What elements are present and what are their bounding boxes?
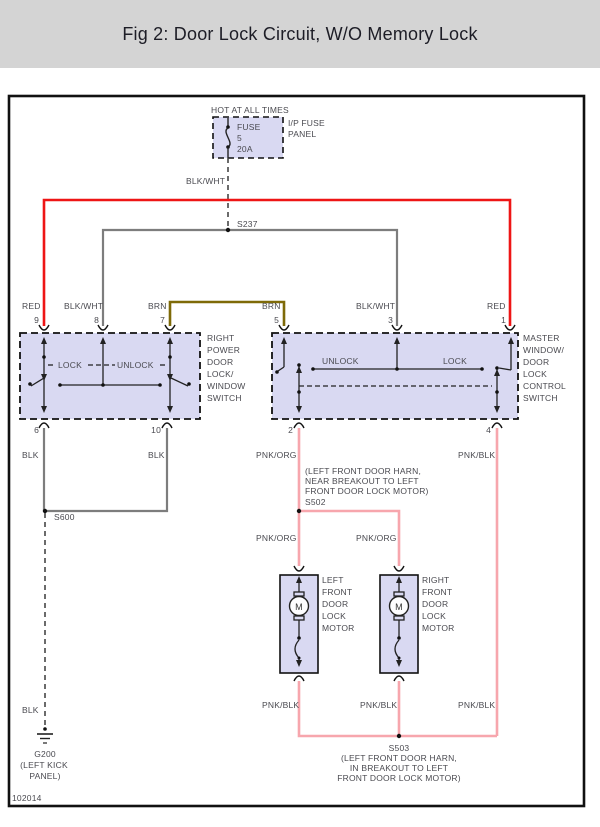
- left-motor-name-5: MOTOR: [322, 623, 355, 633]
- left-switch-name-4: LOCK/: [207, 369, 234, 379]
- right-switch-box: [272, 333, 518, 419]
- wire-blk-pin10: [44, 428, 167, 511]
- label-brn-right: BRN: [262, 301, 281, 311]
- left-motor-name-3: DOOR: [322, 599, 349, 609]
- pin-4: 4: [486, 425, 491, 435]
- right-motor-name-2: FRONT: [422, 587, 453, 597]
- hot-at-all-times-label: HOT AT ALL TIMES: [211, 105, 289, 115]
- label-brn-left: BRN: [148, 301, 167, 311]
- wire-labels-top-row: [22, 301, 506, 311]
- left-motor-bottom-connector: [294, 676, 304, 681]
- left-switch-name-2: POWER: [207, 345, 241, 355]
- label-blkwht-feed: BLK/WHT: [186, 176, 226, 186]
- splice-s600-dot: [43, 509, 47, 513]
- pin-connectors-bottom: [39, 423, 502, 428]
- label-pnkorg-2: PNK/ORG: [256, 533, 297, 543]
- master-window-door-lock-control-switch: [272, 333, 566, 419]
- pin-6: 6: [34, 425, 39, 435]
- left-motor-name-2: FRONT: [322, 587, 353, 597]
- left-switch-lock-label: LOCK: [58, 360, 82, 370]
- right-power-door-lock-window-switch: [20, 333, 246, 419]
- pin-connectors-top: [39, 325, 515, 330]
- right-motor-name-1: RIGHT: [422, 575, 450, 585]
- label-pnkorg-1: PNK/ORG: [256, 450, 297, 460]
- label-blk-ground: BLK: [22, 705, 39, 715]
- s502-note-1: (LEFT FRONT DOOR HARN,: [305, 466, 422, 476]
- label-pnkblk-3: PNK/BLK: [360, 700, 398, 710]
- right-motor-name: [422, 575, 454, 633]
- ground-g200: [20, 727, 68, 781]
- splice-s237-dot: [226, 228, 230, 232]
- fuse-number-label: 5: [237, 133, 242, 143]
- fuse-name-label: FUSE: [237, 122, 261, 132]
- ground-location-1: (LEFT KICK: [20, 760, 68, 770]
- left-switch-unlock-label: UNLOCK: [117, 360, 154, 370]
- right-switch-name-2: WINDOW/: [523, 345, 565, 355]
- s503-note-3: FRONT DOOR LOCK MOTOR): [337, 773, 461, 783]
- right-switch-name-4: LOCK: [523, 369, 547, 379]
- right-switch-name: [523, 333, 566, 403]
- right-front-door-lock-motor: [380, 566, 454, 681]
- ground-location-2: PANEL): [29, 771, 61, 781]
- s503-note-1: (LEFT FRONT DOOR HARN,: [340, 753, 458, 763]
- left-switch-name-5: WINDOW: [207, 381, 246, 391]
- right-switch-unlock-label: UNLOCK: [322, 356, 359, 366]
- pin-5: 5: [274, 315, 279, 325]
- splice-s503: [337, 734, 461, 783]
- fuse-rating-label: 20A: [237, 144, 253, 154]
- s503-label: S503: [388, 743, 410, 753]
- label-pnkorg-3: PNK/ORG: [356, 533, 397, 543]
- s503-note-2: IN BREAKOUT TO LEFT: [349, 763, 449, 773]
- left-switch-name-6: SWITCH: [207, 393, 242, 403]
- splice-s600-label: S600: [54, 512, 75, 522]
- right-motor-name-5: MOTOR: [422, 623, 455, 633]
- splice-s237-label: S237: [237, 219, 258, 229]
- right-motor-name-3: DOOR: [422, 599, 449, 609]
- pin-10: 10: [151, 425, 161, 435]
- left-switch-box: [20, 333, 200, 419]
- left-switch-name: [207, 333, 246, 403]
- left-motor-name-1: LEFT: [322, 575, 344, 585]
- label-blkwht-left: BLK/WHT: [64, 301, 104, 311]
- label-pnkblk-1: PNK/BLK: [458, 450, 496, 460]
- label-blkwht-right: BLK/WHT: [356, 301, 396, 311]
- label-pnkblk-2: PNK/BLK: [262, 700, 300, 710]
- s502-note-3: FRONT DOOR LOCK MOTOR): [305, 486, 429, 496]
- ip-fuse-panel-label-2: PANEL: [288, 129, 317, 139]
- pin-2: 2: [288, 425, 293, 435]
- left-motor-m: M: [295, 602, 303, 612]
- right-switch-name-5: CONTROL: [523, 381, 566, 391]
- s502-label: S502: [305, 497, 326, 507]
- right-motor-m: M: [395, 602, 403, 612]
- label-blk-pin10: BLK: [148, 450, 165, 460]
- ground-id-label: G200: [34, 749, 56, 759]
- right-switch-name-3: DOOR: [523, 357, 550, 367]
- wire-blkwht-bus: [103, 230, 397, 326]
- ground-icon: [37, 734, 53, 743]
- left-front-door-lock-motor: [280, 566, 354, 681]
- pin-7: 7: [160, 315, 165, 325]
- left-motor-name-4: LOCK: [322, 611, 346, 621]
- pin-8: 8: [94, 315, 99, 325]
- figure-title: Fig 2: Door Lock Circuit, W/O Memory Lock: [122, 23, 478, 44]
- pin-9: 9: [34, 315, 39, 325]
- label-pnkblk-4: PNK/BLK: [458, 700, 496, 710]
- pin-numbers-bottom: [34, 425, 491, 435]
- left-switch-name-1: RIGHT: [207, 333, 235, 343]
- label-blk-pin6: BLK: [22, 450, 39, 460]
- label-red-right: RED: [487, 301, 506, 311]
- label-red-left: RED: [22, 301, 41, 311]
- figure-code: 102014: [12, 793, 42, 803]
- right-switch-name-6: SWITCH: [523, 393, 558, 403]
- splice-s502: [297, 466, 429, 513]
- pin-1: 1: [501, 315, 506, 325]
- right-motor-name-4: LOCK: [422, 611, 446, 621]
- pin-3: 3: [388, 315, 393, 325]
- ip-fuse-panel-label-1: I/P FUSE: [288, 118, 325, 128]
- right-motor-bottom-connector: [394, 676, 404, 681]
- right-motor-top-connector: [394, 566, 404, 571]
- left-motor-name: [322, 575, 354, 633]
- splice-s502-dot: [297, 509, 301, 513]
- fuse-block: [211, 105, 325, 158]
- ground-dot: [43, 727, 47, 731]
- left-switch-name-3: DOOR: [207, 357, 234, 367]
- left-motor-top-connector: [294, 566, 304, 571]
- s502-note-2: NEAR BREAKOUT TO LEFT: [305, 476, 419, 486]
- right-switch-name-1: MASTER: [523, 333, 560, 343]
- right-switch-lock-label: LOCK: [443, 356, 467, 366]
- pin-numbers-top: [34, 315, 506, 325]
- splice-s503-dot: [397, 734, 401, 738]
